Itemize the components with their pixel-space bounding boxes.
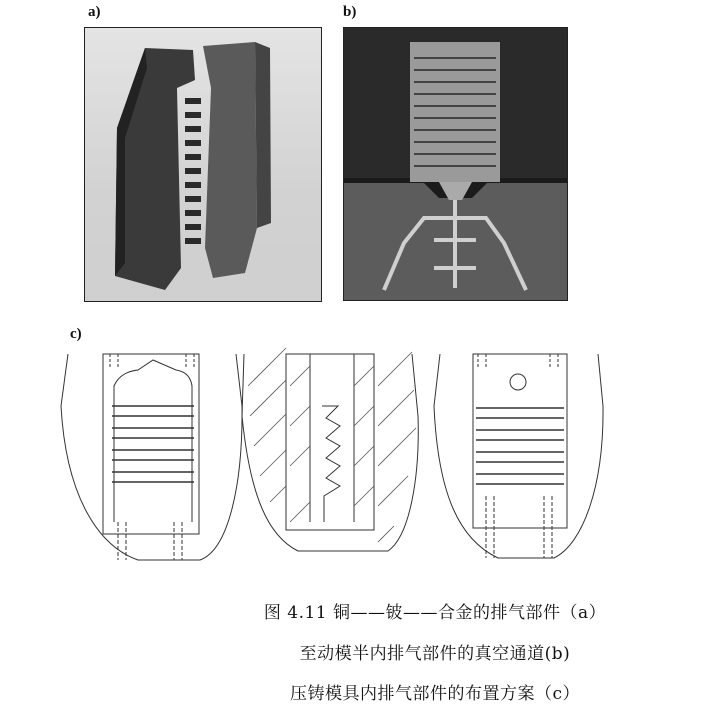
panel-label-c: c) bbox=[70, 326, 82, 342]
figure-caption-line-3: 压铸模具内排气部件的布置方案（c） bbox=[289, 684, 581, 704]
die-outline-left bbox=[61, 354, 242, 560]
panel-label-b: b) bbox=[343, 4, 357, 20]
die-outline-right bbox=[434, 354, 603, 558]
vacuum-channel-illustration bbox=[344, 28, 567, 300]
figure-caption-line-1: 图 4.11 铜——铍——合金的排气部件（a） bbox=[263, 603, 607, 623]
vent-block-illustration bbox=[85, 28, 321, 301]
panel-label-a: a) bbox=[88, 4, 101, 20]
photo-vacuum-channel bbox=[343, 27, 568, 301]
figure-caption-line-2: 至动模半内排气部件的真空通道(b) bbox=[299, 644, 571, 664]
vent-layout-drawings bbox=[58, 346, 618, 572]
photo-vent-block bbox=[84, 27, 322, 302]
